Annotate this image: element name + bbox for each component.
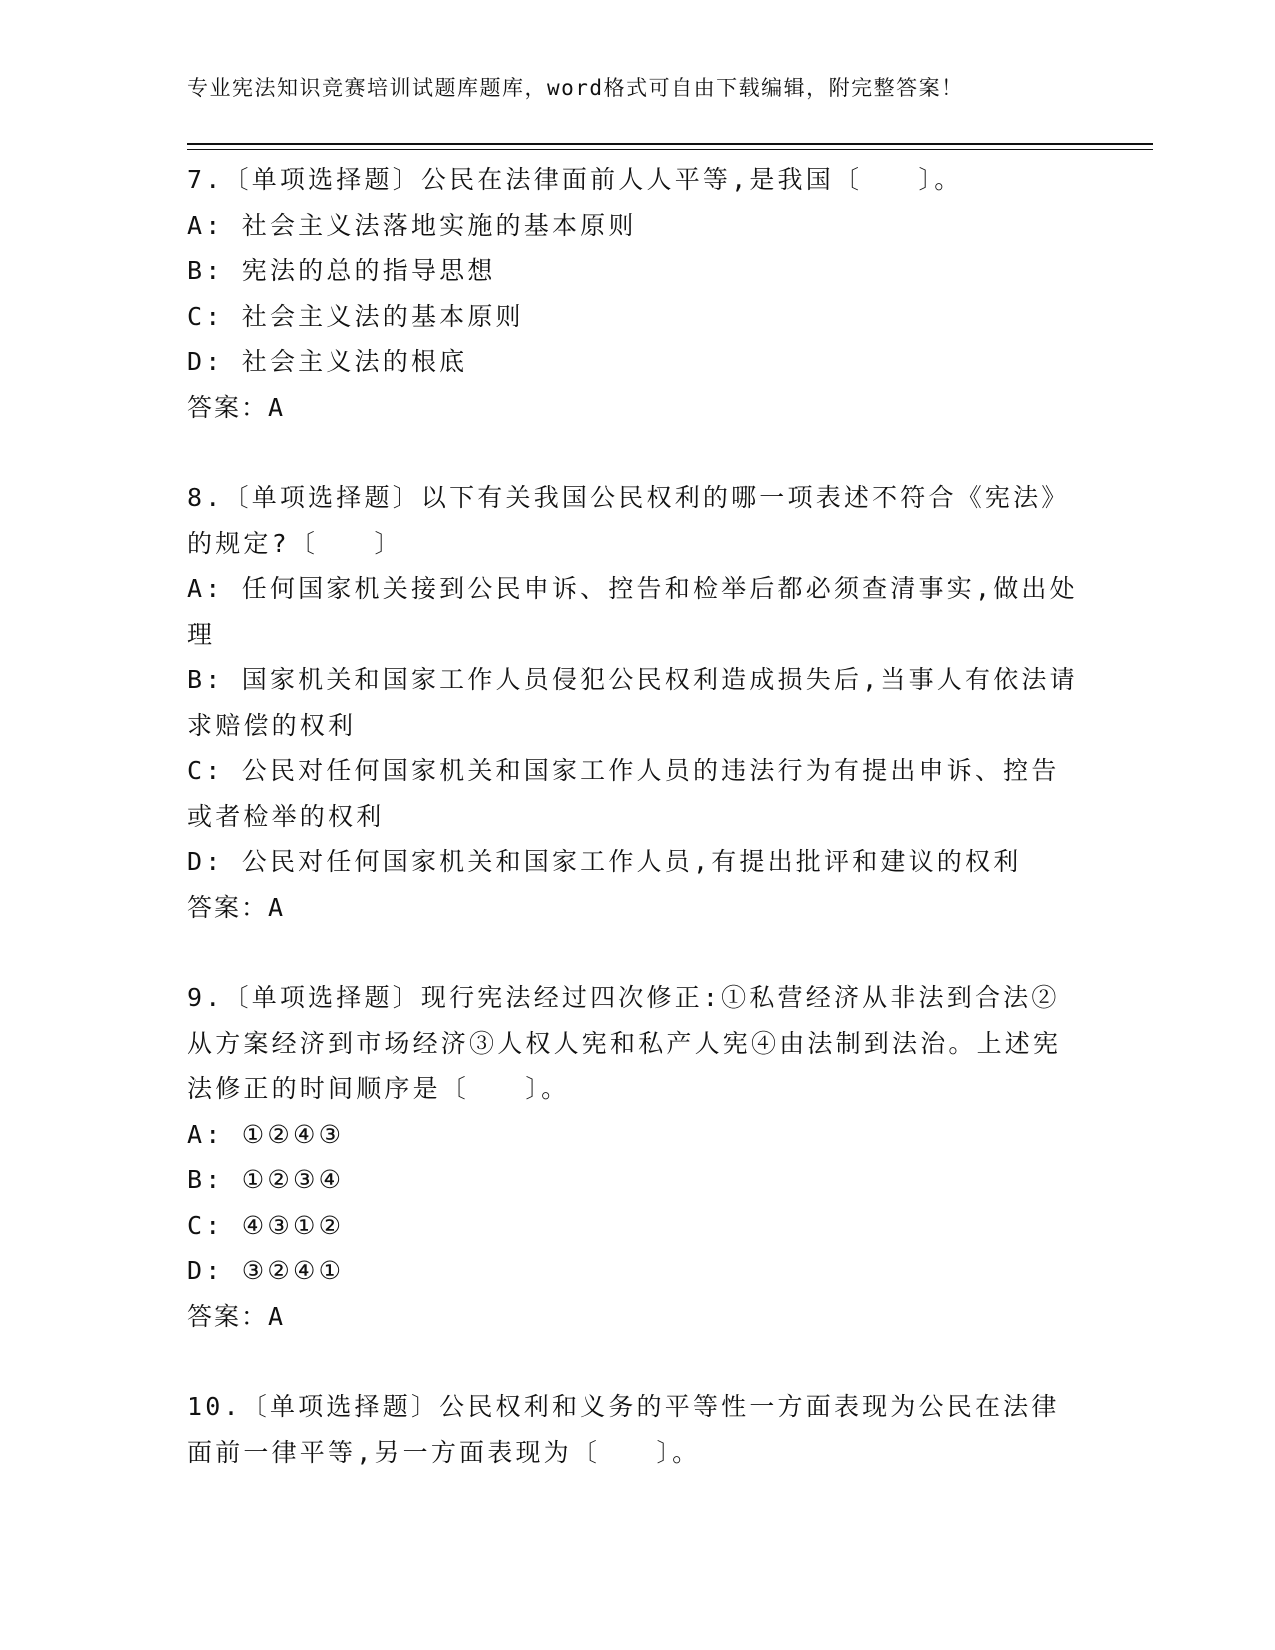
- option-d: D: 社会主义法的根底: [187, 347, 468, 376]
- answer-line: [187, 385, 1087, 431]
- option-b: B: 宪法的总的指导思想: [187, 256, 496, 285]
- question-stem: 9.〔单项选择题〕现行宪法经过四次修正:①私营经济从非法到合法②从方案经济到市场经济③人权人宪和私产人宪④由法制到法治。上述宪法修正的时间顺序是〔 〕。: [187, 983, 1062, 1103]
- question-list: [187, 157, 1087, 1520]
- answer-value: A: [268, 1301, 286, 1331]
- option-d: D: ③②④①: [187, 1256, 345, 1285]
- option-a: A: 社会主义法落地实施的基本原则: [187, 210, 637, 240]
- option-a: A: 任何国家机关接到公民申诉、控告和检举后都必须查清事实,做出处理: [187, 574, 1078, 649]
- question-9: [187, 975, 1087, 1339]
- question-8: [187, 475, 1087, 930]
- answer-line: [187, 885, 1087, 931]
- answer-line: [187, 1294, 1087, 1340]
- answer-label: 答案：: [187, 1301, 269, 1331]
- option-c: C: 社会主义法的基本原则: [187, 301, 524, 331]
- question-stem: 10.〔单项选择题〕公民权利和义务的平等性一方面表现为公民在法律面前一律平等,另一方面表现为〔 〕。: [187, 1392, 1060, 1467]
- answer-label: 答案：: [187, 392, 269, 422]
- option-a: A: ①②④③: [187, 1119, 345, 1149]
- question-stem: 7.〔单项选择题〕公民在法律面前人人平等,是我国〔 〕。: [187, 165, 963, 194]
- option-d: D: 公民对任何国家机关和国家工作人员,有提出批评和建议的权利: [187, 847, 1022, 876]
- answer-value: A: [268, 392, 286, 422]
- answer-label: 答案：: [187, 892, 269, 922]
- page-header: 专业宪法知识竞赛培训试题库题库，word格式可自由下载编辑，附完整答案！: [187, 76, 964, 100]
- question-stem: 8.〔单项选择题〕以下有关我国公民权利的哪一项表述不符合《宪法》的规定?〔 〕: [187, 483, 1070, 558]
- question-7: [187, 157, 1087, 430]
- option-c: C: 公民对任何国家机关和国家工作人员的违法行为有提出申诉、控告或者检举的权利: [187, 756, 1060, 831]
- question-10: [187, 1384, 1087, 1475]
- option-b: B: ①②③④: [187, 1165, 345, 1194]
- option-b: B: 国家机关和国家工作人员侵犯公民权利造成损失后,当事人有依法请求赔偿的权利: [187, 665, 1078, 740]
- answer-value: A: [268, 892, 286, 922]
- header-rule-thick: [187, 143, 1153, 145]
- option-c: C: ④③①②: [187, 1210, 345, 1240]
- header-rule-thin: [187, 149, 1153, 150]
